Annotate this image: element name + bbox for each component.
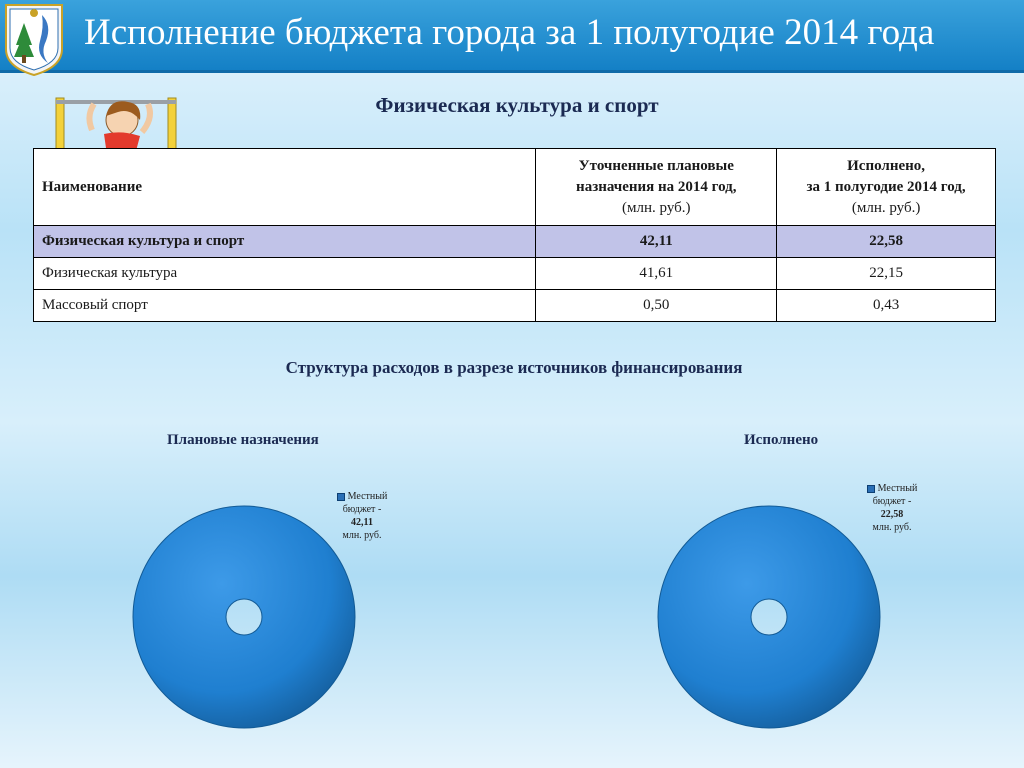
- chart-title-done: Исполнено: [744, 432, 819, 448]
- column-header-plan-line: назначения на 2014 год,: [576, 178, 737, 195]
- legend-swatch: [867, 485, 875, 493]
- legend-value: 22,58: [880, 509, 904, 520]
- column-header-plan-line: Уточненные плановые: [578, 157, 734, 174]
- column-header-done-line: Исполнено,: [847, 157, 926, 174]
- column-header-done-line: за 1 полугодие 2014 год,: [806, 178, 966, 195]
- section-title: Физическая культура и спорт: [375, 93, 659, 117]
- row-name: Физическая культура: [34, 258, 536, 290]
- column-header-name: Наименование: [34, 149, 536, 226]
- legend-plan: Местный бюджет - 42,11 млн. руб.: [322, 490, 402, 542]
- row-plan-value: 41,61: [536, 258, 777, 290]
- row-plan-value: 42,11: [536, 226, 777, 258]
- legend-value: 42,11: [351, 517, 373, 528]
- chart-title-plan: Плановые назначения: [167, 432, 319, 448]
- row-name: Массовый спорт: [34, 290, 536, 322]
- legend-unit: млн. руб.: [342, 530, 382, 541]
- legend-label: Местный бюджет: [872, 483, 918, 507]
- legend-unit: млн. руб.: [872, 522, 912, 533]
- row-done-value: 22,15: [777, 258, 996, 290]
- row-done-value: 22,58: [777, 226, 996, 258]
- row-name: Физическая культура и спорт: [34, 226, 536, 258]
- page-title: Исполнение бюджета города за 1 полугодие 2014 года: [84, 12, 935, 53]
- column-header-done-line: (млн. руб.): [851, 199, 921, 216]
- column-header-plan-line: (млн. руб.): [622, 199, 691, 216]
- legend-label: Местный бюджет: [342, 491, 388, 515]
- structure-title: Структура расходов в разрезе источников финансирования: [285, 358, 743, 377]
- legend-swatch: [337, 493, 345, 501]
- row-done-value: 0,43: [777, 290, 996, 322]
- legend-done: Местный бюджет - 22,58 млн. руб.: [852, 482, 932, 534]
- donut-slice-done: [658, 506, 880, 728]
- row-plan-value: 0,50: [536, 290, 777, 322]
